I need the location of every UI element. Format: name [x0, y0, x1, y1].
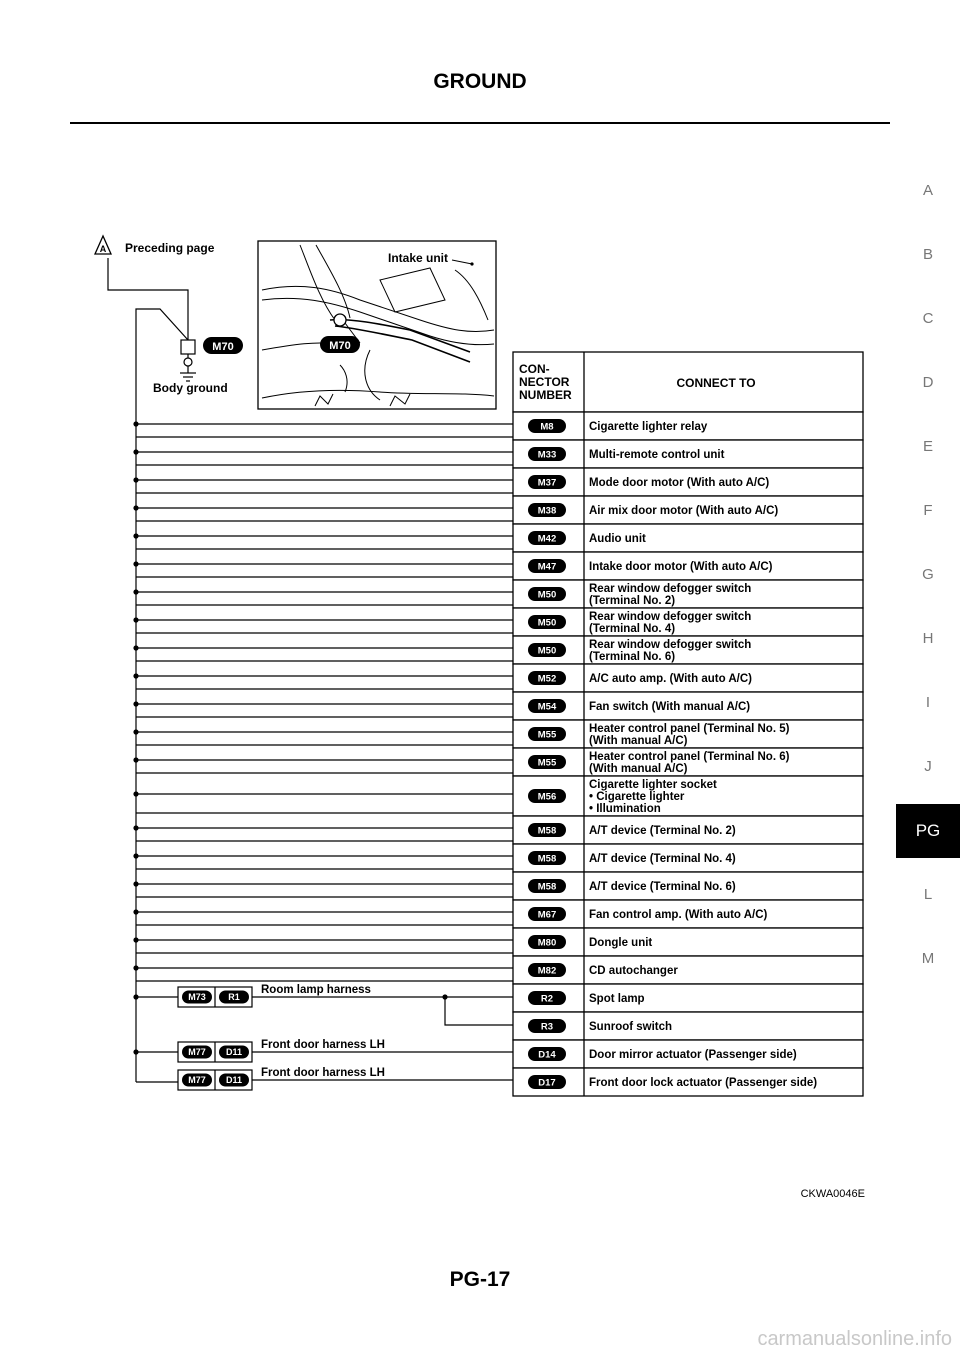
section-tab-e[interactable]: E — [922, 438, 933, 455]
splice-dot — [133, 673, 138, 678]
intake-unit-photo — [258, 241, 496, 409]
connector-number: M52 — [537, 673, 557, 685]
photo-connector-label: M70 — [329, 340, 351, 352]
connect-to-text: (Terminal No. 2) — [589, 595, 676, 607]
connect-to-text: Fan control amp. (With auto A/C) — [589, 909, 768, 921]
section-tab-l[interactable]: L — [923, 886, 933, 903]
table-row — [513, 608, 863, 636]
connector-number: M58 — [537, 881, 557, 893]
splice-dot — [133, 791, 138, 796]
table-row — [513, 636, 863, 664]
connect-to-text: Heater control panel (Terminal No. 5) — [589, 723, 790, 735]
connect-to-text: Rear window defogger switch — [589, 611, 752, 623]
table-row — [513, 496, 863, 524]
section-tab-i[interactable]: I — [925, 694, 931, 711]
connector-number: M50 — [537, 589, 557, 601]
connect-to-text: CD autochanger — [589, 965, 678, 977]
table-row — [513, 664, 863, 692]
connect-to-text: Fan switch (With manual A/C) — [589, 701, 751, 713]
connector-number: D14 — [538, 1049, 556, 1061]
table-row — [513, 1068, 863, 1096]
intake-unit-label: Intake unit — [388, 251, 449, 265]
connect-to-text: (With manual A/C) — [589, 735, 688, 747]
harness-label: Room lamp harness — [261, 984, 371, 996]
table-header-connect-to: CONNECT TO — [676, 376, 756, 390]
connector-number: M58 — [537, 825, 557, 837]
table-row — [513, 692, 863, 720]
splice-dot — [133, 477, 138, 482]
splice-dot — [133, 421, 138, 426]
table-row — [513, 468, 863, 496]
connect-to-text: A/T device (Terminal No. 6) — [589, 881, 736, 893]
connect-to-text: A/T device (Terminal No. 2) — [589, 825, 736, 837]
connect-to-text: Sunroof switch — [589, 1021, 673, 1033]
connect-to-text: (Terminal No. 4) — [589, 623, 676, 635]
connect-to-text: Cigarette lighter socket — [589, 779, 717, 791]
body-ground-label: Body ground — [153, 381, 228, 395]
connector-number: M37 — [537, 477, 557, 489]
connector-number: R2 — [540, 993, 554, 1005]
sunroof-branch-wire — [445, 997, 513, 1025]
connector-number: M55 — [537, 757, 557, 769]
harness-label: Front door harness LH — [261, 1039, 385, 1051]
splice-dot — [133, 757, 138, 762]
connect-to-text: Rear window defogger switch — [589, 639, 752, 651]
table-header-number-3: NUMBER — [519, 388, 572, 402]
ground-wires — [133, 421, 513, 1082]
connect-to-text: Dongle unit — [589, 937, 653, 949]
connector-rows — [513, 412, 863, 1096]
splice-dot — [133, 589, 138, 594]
table-row — [513, 872, 863, 900]
splice-dot — [133, 729, 138, 734]
splice-dot — [133, 881, 138, 886]
table-row — [513, 844, 863, 872]
table-row — [513, 816, 863, 844]
table-row — [513, 524, 863, 552]
connector-number: M38 — [537, 505, 557, 517]
connect-to-text: Front door lock actuator (Passenger side) — [589, 1077, 818, 1089]
connector-number: M47 — [537, 561, 557, 573]
connector-number: M67 — [537, 909, 557, 921]
table-header-number-2: NECTOR — [519, 375, 570, 389]
ground-connector-box — [181, 340, 195, 354]
connector-number: D17 — [538, 1077, 556, 1089]
connect-to-text: Mode door motor (With auto A/C) — [589, 477, 770, 489]
harness-from-connector: M77 — [188, 1075, 206, 1086]
connect-to-text: Air mix door motor (With auto A/C) — [589, 505, 779, 517]
table-header-number-1: CON- — [519, 362, 550, 376]
connector-number: M56 — [537, 791, 557, 803]
splice-dot — [133, 701, 138, 706]
splice-dot — [133, 853, 138, 858]
splice-dot — [133, 449, 138, 454]
splice-dot — [133, 617, 138, 622]
harness-to-connector: R1 — [228, 992, 240, 1003]
harness-to-connector: D11 — [225, 1047, 243, 1058]
connector-number: M80 — [537, 937, 557, 949]
preceding-page-marker-letter: A — [99, 244, 107, 254]
harness-to-connector: D11 — [225, 1075, 243, 1086]
connector-number: M33 — [537, 449, 557, 461]
ground-connector-label: M70 — [212, 341, 234, 353]
harness-from-connector: M77 — [188, 1047, 206, 1058]
table-row — [513, 440, 863, 468]
section-tab-c[interactable]: C — [922, 310, 934, 327]
connect-to-text: Rear window defogger switch — [589, 583, 752, 595]
connector-number: M8 — [540, 421, 554, 433]
ground-terminal-icon — [184, 358, 192, 366]
ground-bus-link — [136, 309, 188, 1082]
splice-dot — [133, 994, 138, 999]
connect-to-text: Heater control panel (Terminal No. 6) — [589, 751, 790, 763]
connect-to-text: Audio unit — [589, 533, 646, 545]
page-number: PG-17 — [449, 1268, 511, 1291]
site-watermark: carmanualsonline.info — [757, 1328, 952, 1350]
preceding-page-wire — [108, 258, 188, 340]
table-row — [513, 928, 863, 956]
page-title: GROUND — [433, 70, 527, 93]
section-tab-m[interactable]: M — [921, 950, 935, 967]
connector-number: M54 — [537, 701, 557, 713]
table-row — [513, 580, 863, 608]
connect-to-text: Cigarette lighter relay — [589, 421, 708, 433]
splice-dot — [133, 909, 138, 914]
section-tab-g[interactable]: G — [922, 566, 934, 583]
section-tab-h[interactable]: H — [922, 630, 934, 647]
table-row — [513, 1012, 863, 1040]
connect-to-text: (With manual A/C) — [589, 763, 688, 775]
table-row — [513, 776, 863, 816]
connect-to-text: • Illumination — [589, 803, 661, 815]
harness-connectors — [178, 984, 385, 1090]
harness-from-connector: M73 — [188, 992, 206, 1003]
splice-dot — [133, 825, 138, 830]
section-tab-a[interactable]: A — [922, 182, 933, 199]
splice-dot — [133, 965, 138, 970]
splice-dot — [133, 533, 138, 538]
splice-dot — [133, 645, 138, 650]
splice-dot — [133, 1049, 138, 1054]
preceding-page-label: Preceding page — [125, 241, 215, 255]
connect-to-text: A/C auto amp. (With auto A/C) — [589, 673, 753, 685]
splice-dot — [133, 937, 138, 942]
table-row — [513, 984, 863, 1012]
connect-to-text: A/T device (Terminal No. 4) — [589, 853, 736, 865]
connect-to-text: (Terminal No. 6) — [589, 651, 676, 663]
connect-to-text: • Cigarette lighter — [589, 791, 685, 803]
splice-dot — [133, 505, 138, 510]
connect-to-text: Spot lamp — [589, 993, 645, 1005]
connector-number: M50 — [537, 617, 557, 629]
harness-label: Front door harness LH — [261, 1067, 385, 1079]
connector-number: M58 — [537, 853, 557, 865]
table-row — [513, 720, 863, 748]
table-row — [513, 748, 863, 776]
splice-dot — [133, 561, 138, 566]
table-row — [513, 552, 863, 580]
connector-number: M55 — [537, 729, 557, 741]
table-row — [513, 956, 863, 984]
section-tab-b[interactable]: B — [922, 246, 933, 263]
table-row — [513, 1040, 863, 1068]
connector-number: M50 — [537, 645, 557, 657]
section-tab-j[interactable]: J — [924, 758, 932, 775]
connector-number: M42 — [537, 533, 557, 545]
connect-to-text: Intake door motor (With auto A/C) — [589, 561, 773, 573]
section-tab-d[interactable]: D — [922, 374, 934, 391]
table-row — [513, 900, 863, 928]
figure-code: CKWA0046E — [800, 1188, 865, 1200]
section-tab-f[interactable]: F — [923, 502, 933, 519]
connect-to-text: Multi-remote control unit — [589, 449, 725, 461]
section-tab-pg[interactable]: PG — [896, 804, 960, 858]
connect-to-text: Door mirror actuator (Passenger side) — [589, 1049, 797, 1061]
connector-number: M82 — [537, 965, 557, 977]
connector-number: R3 — [540, 1021, 554, 1033]
table-row — [513, 412, 863, 440]
